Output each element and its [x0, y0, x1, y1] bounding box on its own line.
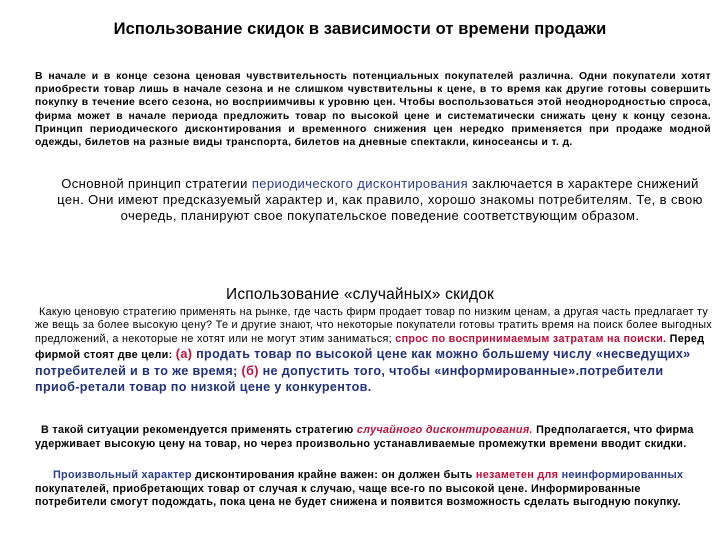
- text-segment: заключается в характере снижений цен. Они имеют предсказуемый характер и, как правило, хорошо знакомы потребителям. Те, в свою очередь, планируют свое покупательское поведение соответствующим образом.: [57, 176, 703, 223]
- label-goal-b: (б): [241, 363, 259, 378]
- term-periodic-discounting: периодического дисконтирования: [251, 176, 469, 191]
- highlight-unnoticeable: незаметен для: [475, 469, 559, 481]
- page-title: Использование скидок в зависимости от времени продажи: [113, 20, 607, 38]
- section-subtitle: Использование «случайных» скидок: [226, 286, 494, 303]
- goal-b-text: не допустить того, чтобы «информированные».потребители приоб-ретали товар по низкой цене у конкурентов.: [35, 363, 664, 395]
- paragraph-periodic-discounting: [55, 176, 705, 224]
- text-segment: дисконтирования крайне важен: он должен быть: [191, 469, 476, 481]
- text-segment: Какую ценовую стратегию применять на рынке, где часть фирм продает товар по низким ценам, а другая часть предлагает ту же вещь за более высокую цену? Те и другие знают, что некоторые покупатели готовы тратить время на поиск более выгодных предложений, а некоторые не хотят или не могут этим заниматься;: [35, 306, 712, 345]
- text-segment: Перед фирмой стоят две цели:: [35, 332, 705, 362]
- paragraph-random-discounts: [35, 306, 712, 395]
- paragraph-seasonal-sensitivity: В начале и в конце сезона ценовая чувствительность потенциальных покупателей различна. Одни покупатели хотят приобрести товар лишь в начале сезона и не слишком чувствительны к цене, в то время как другие готовы совершить покупку в течение всего сезона, но восприимчивы к уровню цен. Чтобы воспользоваться этой неоднородностью спроса, фирма может в начале периода предложить товар по высокой цене и систематически снижать цену к концу сезона. Принцип периодического дисконтирования и временного снижения цен нередко применяется при продаже модной одежды, билетов на разные виды транспорта, билетов на дневные спектакли, киносеансы и т. д.: [35, 71, 711, 149]
- text-segment: покупателей, приобретающих товар от случая к случаю, чаще все-го по высокой цене. Информированные потребители смогут подождать, пока цена не будет снижена и появится возможность сделать выгодную покупку.: [35, 482, 681, 509]
- term-uninformed: неинформированных: [561, 469, 684, 481]
- term-arbitrary-nature: Произвольный характер: [53, 469, 192, 481]
- highlight-demand-search-costs: спрос по воспринимаемым затратам на поиски.: [395, 332, 667, 345]
- text-segment: Предполагается, что фирма удерживает высокую цену на товар, но через произвольно устанавливаемые промежутки времени вводит скидки.: [35, 424, 694, 450]
- text-segment: В такой ситуации рекомендуется применять стратегию: [41, 424, 357, 436]
- term-random-discounting: случайного дисконтирования.: [356, 424, 533, 436]
- paragraph-random-strategy: [35, 424, 712, 451]
- text-segment: Основной принцип стратегии: [61, 176, 252, 191]
- goal-a-text: продать товар по высокой цене как можно большему числу «несведущих» потребителей и в то же время;: [35, 347, 691, 378]
- paragraph-arbitrary-nature: [35, 469, 712, 510]
- label-goal-a: (а): [175, 347, 193, 362]
